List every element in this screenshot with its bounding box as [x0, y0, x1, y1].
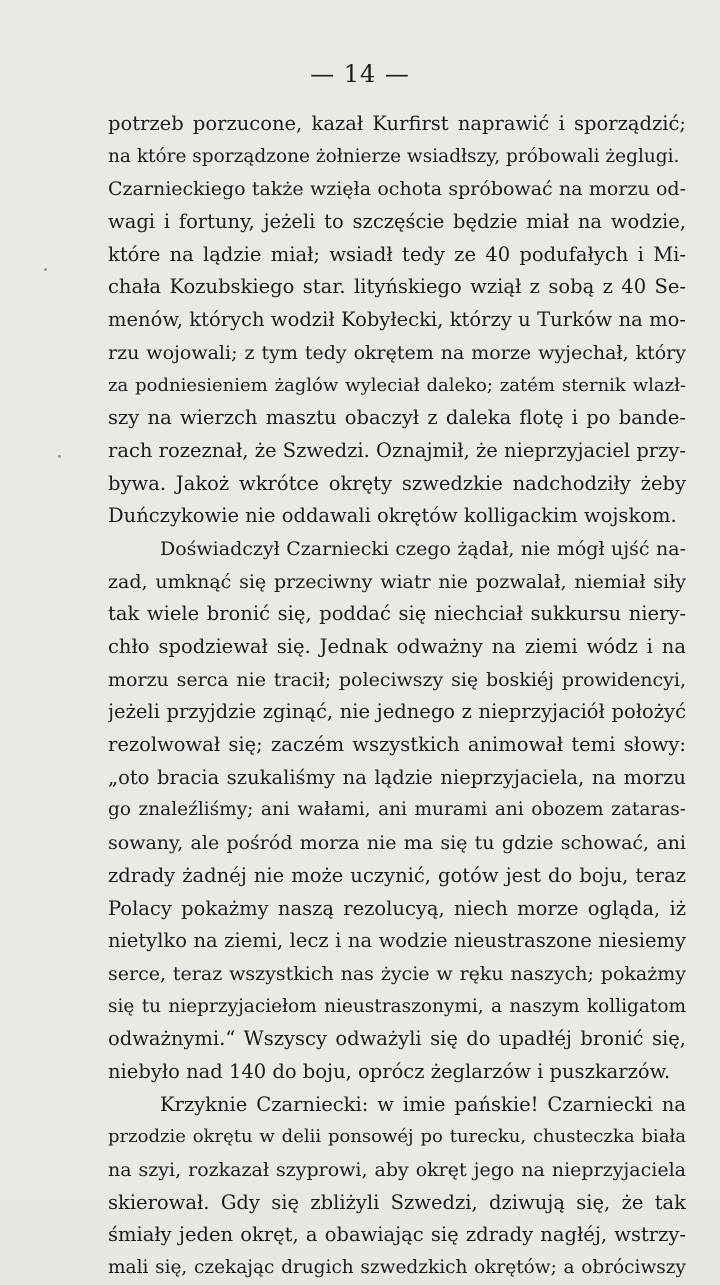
- text-line: zdrady żadnéj nie może uczynić, gotów jest do boju, teraz: [108, 863, 686, 887]
- text-line: sowany, ale pośród morza nie ma się tu gdzie schować, ani: [108, 832, 686, 855]
- text-line: śmiały jeden okręt, a obawiając się zdrady nagłéj, wstrzy-: [108, 1223, 686, 1247]
- text-line: rezolwował się; zaczém wszystkich animował temi słowy:: [108, 733, 686, 757]
- text-line: na które sporządzone żołnierze wsiadłszy, próbowali żeglugi.: [108, 145, 680, 167]
- text-line: go znaleźliśmy; ani wałami, ani murami ani obozem zataras-: [108, 799, 686, 821]
- text-line: niebyło nad 140 do boju, oprócz żeglarzów i puszkarzów.: [108, 1059, 671, 1083]
- paper-speck: [58, 455, 61, 458]
- text-line: Doświadczył Czarniecki czego żądał, nie mógł ujść na-: [160, 537, 686, 560]
- text-line: mali się, czekając drugich szwedzkich okrętów; a obróciwszy: [108, 1257, 686, 1279]
- text-line: menów, których wodził Kobyłecki, którzy u Turków na mo-: [108, 308, 686, 332]
- text-line: się tu nieprzyjaciełom nieustraszonymi, a naszym kolligatom: [108, 995, 686, 1017]
- text-line: chała Kozubskiego star. lityńskiego wziął z sobą z 40 Se-: [108, 275, 686, 299]
- text-line: Czarnieckiego także wzięła ochota spróbować na morzu od-: [108, 178, 686, 201]
- text-line: nietylko na ziemi, lecz i na wodzie nieustraszone niesiemy: [108, 929, 686, 953]
- text-line: przodzie okrętu w delii ponsowéj po turecku, chusteczka biała: [108, 1126, 686, 1148]
- text-line: za podniesieniem żaglów wyleciał daleko; zatém sternik wlazł-: [108, 374, 686, 396]
- body-text: [108, 108, 686, 1285]
- page-number: — 14 —: [310, 60, 410, 88]
- text-line: Polacy pokażmy naszą rezolucyą, niech morze ogląda, iż: [108, 896, 686, 920]
- text-line: rzu wojowali; z tym tedy okrętem na morze wyjechał, który: [108, 341, 686, 364]
- text-line: zad, umknąć się przeciwny wiatr nie pozwalał, niemiał siły: [108, 570, 686, 593]
- text-line: serce, teraz wszystkich nas życie w ręku naszych; pokażmy: [108, 962, 686, 985]
- text-line: morzu serca nie tracił; poleciwszy się boskiéj prowidencyi,: [108, 668, 686, 691]
- text-line: „oto bracia szukaliśmy na lądzie nieprzyjaciela, na morzu: [108, 765, 686, 789]
- text-line: Duńczykowie nie oddawali okrętów kolligackim wojskom.: [108, 504, 677, 528]
- text-line: wagi i fortuny, jeżeli to szczęście będzie miał na wodzie,: [108, 210, 686, 234]
- text-line: potrzeb porzucone, kazał Kurfirst naprawić i sporządzić;: [108, 112, 686, 135]
- paper-speck: [44, 268, 47, 271]
- text-line: rach rozeznał, że Szwedzi. Oznajmił, że nieprzyjaciel przy-: [108, 438, 686, 462]
- text-line: odważnymi.“ Wszyscy odważyli się do upadłéj bronić się,: [108, 1027, 686, 1051]
- text-line: tak wiele bronić się, poddać się niechciał sukkursu niery-: [108, 602, 686, 626]
- text-line: które na lądzie miał; wsiadł tedy ze 40 podufałych i Mi-: [108, 242, 686, 266]
- text-line: Krzyknie Czarniecki: w imie pańskie! Czarniecki na: [160, 1092, 686, 1116]
- text-line: jeżeli przyjdzie zginąć, nie jednego z nieprzyjaciół położyć: [108, 700, 686, 724]
- text-line: na szyi, rozkazał szyprowi, aby okręt jego na nieprzyjaciela: [108, 1159, 686, 1181]
- text-line: chło spodziewał się. Jednak odważny na ziemi wódz i na: [108, 635, 686, 658]
- text-line: szy na wierzch masztu obaczył z daleka flotę i po bande-: [108, 406, 686, 430]
- text-line: skierował. Gdy się zbliżyli Szwedzi, dziwują się, że tak: [108, 1190, 686, 1214]
- text-line: bywa. Jakoż wkrótce okręty szwedzkie nadchodziły żeby: [108, 471, 686, 495]
